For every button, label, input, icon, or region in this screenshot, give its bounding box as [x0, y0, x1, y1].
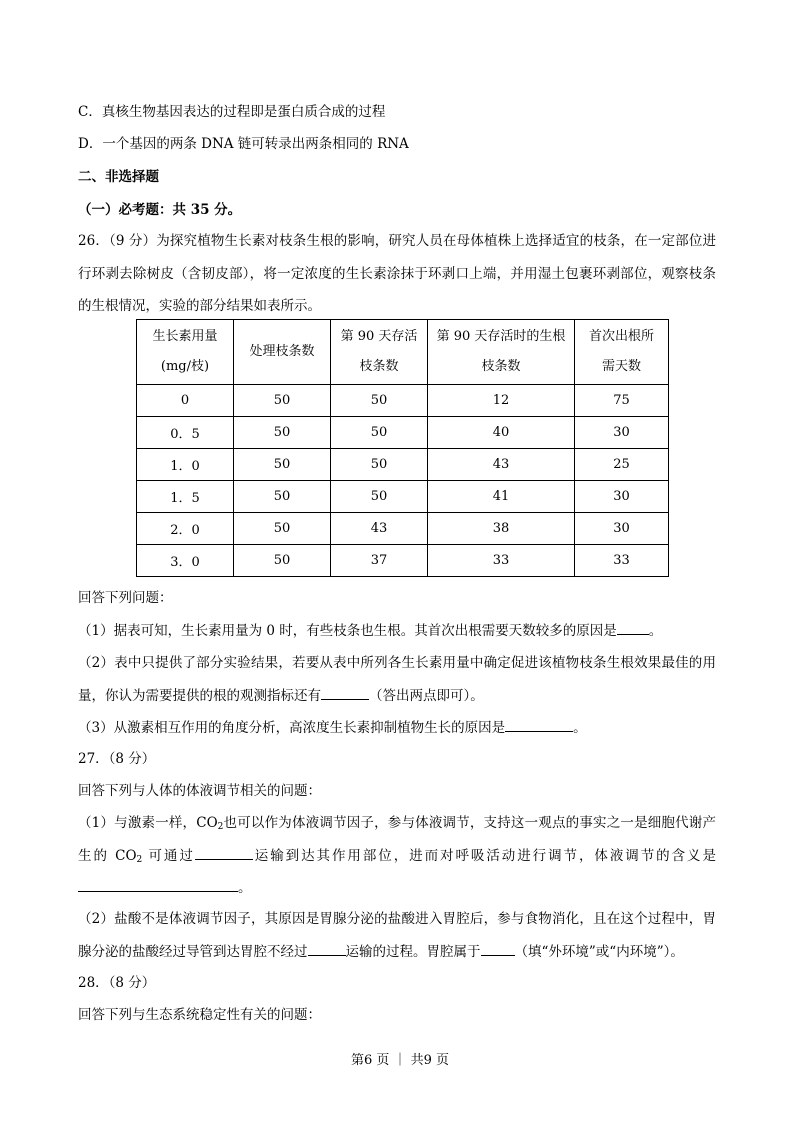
answer-blank[interactable] [505, 717, 573, 732]
table-cell: 50 [234, 513, 331, 545]
table-cell: 33 [428, 545, 575, 577]
table-cell: 50 [331, 385, 428, 417]
option-c: C．真核生物基因表达的过程即是蛋白质合成的过程 [78, 104, 386, 120]
table-cell: 50 [234, 449, 331, 481]
table-cell: 1．5 [137, 481, 234, 513]
answer-blank[interactable] [195, 845, 253, 860]
q27-sub2-line1: （2）盐酸不是体液调节因子，其原因是胃腺分泌的盐酸进入胃腔后，参与食物消化，且在这个过程中，胃 [78, 911, 716, 927]
q26-sub2-line2: 量，你认为需要提供的根的观测指标还有 （答出两点即可）。 [78, 685, 484, 706]
q26-prompt: 回答下列问题： [78, 590, 173, 606]
table-cell: 50 [234, 417, 331, 449]
table-row [137, 513, 669, 545]
table-header-cell: 生长素用量 (mg/枝) [137, 320, 234, 385]
table-cell: 30 [575, 417, 669, 449]
q27-sub2-line2: 腺分泌的盐酸经过导管到达胃腔不经过 运输的过程。胃腔属于 （填“外环境”或“内环境”）。 [78, 941, 684, 962]
table-header-cell: 首次出根所 需天数 [575, 320, 669, 385]
q26-sub1: （1）据表可知，生长素用量为 0 时，有些枝条也生根。其首次出根需要天数较多的原因是 。 [78, 620, 662, 641]
table-cell: 50 [331, 481, 428, 513]
q27-title: 27．（8 分） [78, 751, 156, 767]
q26-stem-line2: 行环剥去除树皮（含韧皮部），将一定浓度的生长素涂抹于环剥口上端，并用湿土包裹环剥部位，观察枝条 [78, 266, 716, 282]
answer-blank[interactable] [308, 941, 346, 956]
table-header-row [137, 320, 669, 385]
option-d: D．一个基因的两条 DNA 链可转录出两条相同的 RNA [78, 136, 409, 152]
table-cell: 38 [428, 513, 575, 545]
table-cell: 43 [331, 513, 428, 545]
q26-sub2-line1: （2）表中只提供了部分实验结果，若要从表中所列各生长素用量中确定促进该植物枝条生根效果最佳的用 [78, 655, 716, 671]
table-row [137, 481, 669, 513]
table-cell: 75 [575, 385, 669, 417]
table-cell: 50 [234, 481, 331, 513]
q27-sub1-line3: 。 [78, 877, 252, 898]
q27-sub1-line2: 生的 $CO_2$ 可通过 运输到达其作用部位，进而对呼吸活动进行调节，体液调节的含义是 [78, 845, 716, 870]
table-row [137, 449, 669, 481]
answer-blank[interactable] [321, 685, 369, 700]
table-header-cell: 处理枝条数 [234, 320, 331, 385]
table-cell: 2．0 [137, 513, 234, 545]
q27-sub1-line1: （1）与激素一样，$CO_2$也可以作为体液调节因子，参与体液调节，支持这一观点的事实之一是细胞代谢产 [78, 815, 716, 832]
q28-prompt: 回答下列与生态系统稳定性有关的问题： [78, 1007, 321, 1023]
table-row [137, 545, 669, 577]
answer-blank[interactable] [78, 877, 238, 892]
table-cell: 30 [575, 481, 669, 513]
table-cell: 50 [234, 545, 331, 577]
table-cell: 43 [428, 449, 575, 481]
table-cell: 50 [331, 449, 428, 481]
q26-stem-line1: 26．（9 分）为探究植物生长素对枝条生根的影响，研究人员在母体植株上选择适宜的枝条，在一定部位进 [78, 233, 716, 249]
results-table [136, 319, 669, 577]
table-cell: 1．0 [137, 449, 234, 481]
answer-blank[interactable] [481, 941, 515, 956]
section-heading-nonchoice: 二、非选择题 [78, 169, 159, 185]
q26-stem-line3: 的生根情况，实验的部分结果如表所示。 [78, 298, 321, 314]
table-header-cell: 第 90 天存活时的生根 枝条数 [428, 320, 575, 385]
table-cell: 3．0 [137, 545, 234, 577]
table-cell: 50 [234, 385, 331, 417]
page-footer: 第6 页 ｜ 共9 页 [350, 1053, 450, 1068]
table-cell: 50 [331, 417, 428, 449]
q28-title: 28．（8 分） [78, 975, 156, 991]
table-cell: 0 [137, 385, 234, 417]
table-cell: 41 [428, 481, 575, 513]
table-header-cell: 第 90 天存活 枝条数 [331, 320, 428, 385]
table-cell: 25 [575, 449, 669, 481]
table-cell: 0．5 [137, 417, 234, 449]
table-cell: 40 [428, 417, 575, 449]
table-cell: 37 [331, 545, 428, 577]
table-cell: 30 [575, 513, 669, 545]
table-cell: 33 [575, 545, 669, 577]
table-cell: 12 [428, 385, 575, 417]
table-row [137, 385, 669, 417]
section-heading-required: （一）必考题：共 35 分。 [78, 202, 242, 218]
q26-sub3: （3）从激素相互作用的角度分析，高浓度生长素抑制植物生长的原因是 。 [78, 717, 587, 738]
table-row [137, 417, 669, 449]
q27-prompt: 回答下列与人体的体液调节相关的问题： [78, 783, 321, 799]
answer-blank[interactable] [617, 620, 649, 635]
